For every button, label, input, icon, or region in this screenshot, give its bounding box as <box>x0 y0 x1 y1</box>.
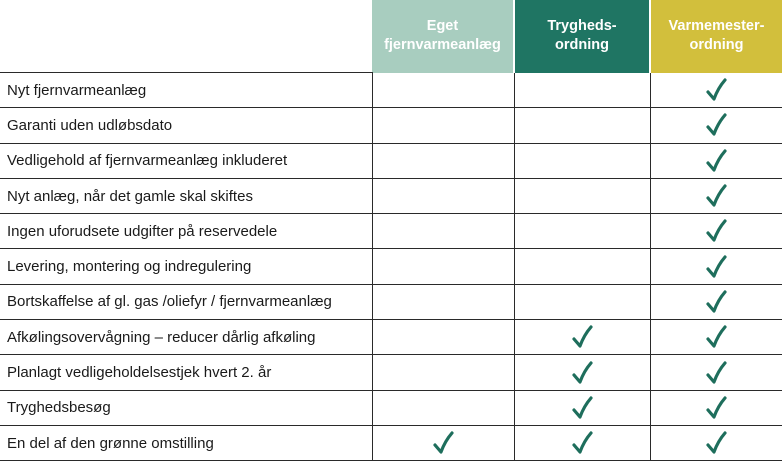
cell-tryg <box>514 214 650 249</box>
cell-eget <box>372 249 514 284</box>
cell-varme <box>650 355 782 390</box>
checkmark-icon <box>705 325 727 349</box>
cell-tryg <box>514 320 650 355</box>
cell-eget <box>372 108 514 143</box>
table-row <box>0 178 782 213</box>
cell-varme <box>650 284 782 319</box>
cell-tryg <box>514 108 650 143</box>
cell-eget <box>372 425 514 460</box>
feature-label: Planlagt vedligeholdelsestjek hvert 2. år <box>0 355 372 390</box>
checkmark-icon <box>705 184 727 208</box>
checkmark-icon <box>705 361 727 385</box>
cell-varme <box>650 178 782 213</box>
checkmark-icon <box>571 431 593 455</box>
header-tryg-line-1: Trygheds- <box>547 18 617 35</box>
cell-tryg <box>514 249 650 284</box>
feature-label: Afkølingsovervågning – reducer dårlig afkøling <box>0 320 372 355</box>
cell-eget <box>372 390 514 425</box>
cell-tryg <box>514 425 650 460</box>
cell-varme <box>650 320 782 355</box>
checkmark-icon <box>432 431 454 455</box>
cell-tryg <box>514 355 650 390</box>
cell-tryg <box>514 284 650 319</box>
header-varmemesterordning <box>650 0 782 73</box>
checkmark-icon <box>571 325 593 349</box>
feature-label: En del af den grønne omstilling <box>0 425 372 460</box>
feature-label: Ingen uforudsete udgifter på reservedele <box>0 214 372 249</box>
checkmark-icon <box>705 113 727 137</box>
feature-label: Tryghedsbesøg <box>0 390 372 425</box>
cell-eget <box>372 284 514 319</box>
cell-eget <box>372 320 514 355</box>
feature-label: Nyt anlæg, når det gamle skal skiftes <box>0 178 372 213</box>
header-blank-cell <box>0 0 372 73</box>
cell-varme <box>650 143 782 178</box>
table-row <box>0 73 782 108</box>
cell-tryg <box>514 390 650 425</box>
checkmark-icon <box>705 149 727 173</box>
cell-eget <box>372 214 514 249</box>
checkmark-icon <box>571 396 593 420</box>
header-varme-line-1: Varmemester- <box>668 18 765 35</box>
checkmark-icon <box>705 78 727 102</box>
checkmark-icon <box>705 431 727 455</box>
feature-label: Levering, montering og indregulering <box>0 249 372 284</box>
cell-eget <box>372 73 514 108</box>
feature-label: Vedligehold af fjernvarmeanlæg inkluderet <box>0 143 372 178</box>
cell-varme <box>650 73 782 108</box>
cell-eget <box>372 355 514 390</box>
cell-tryg <box>514 178 650 213</box>
cell-varme <box>650 390 782 425</box>
table-row <box>0 214 782 249</box>
cell-varme <box>650 108 782 143</box>
header-tryghedsordning <box>514 0 650 73</box>
cell-eget <box>372 143 514 178</box>
feature-label: Bortskaffelse af gl. gas /oliefyr / fjernvarmeanlæg <box>0 284 372 319</box>
checkmark-icon <box>571 361 593 385</box>
table-row <box>0 320 782 355</box>
checkmark-icon <box>705 219 727 243</box>
header-eget-line-1: Eget <box>426 18 459 35</box>
header-row <box>0 0 782 73</box>
cell-tryg <box>514 73 650 108</box>
checkmark-icon <box>705 255 727 279</box>
table-row <box>0 425 782 460</box>
table-row <box>0 108 782 143</box>
header-eget-fjernvarmeanlaeg <box>372 0 514 73</box>
cell-varme <box>650 214 782 249</box>
feature-label: Garanti uden udløbsdato <box>0 108 372 143</box>
feature-label: Nyt fjernvarmeanlæg <box>0 73 372 108</box>
checkmark-icon <box>705 290 727 314</box>
cell-varme <box>650 249 782 284</box>
checkmark-icon <box>705 396 727 420</box>
table-row <box>0 284 782 319</box>
header-eget-line-2: fjernvarmeanlæg <box>384 37 501 54</box>
table-row <box>0 390 782 425</box>
table-row <box>0 355 782 390</box>
cell-eget <box>372 178 514 213</box>
table-row <box>0 249 782 284</box>
cell-varme <box>650 425 782 460</box>
header-varme-line-2: ordning <box>689 37 744 54</box>
cell-tryg <box>514 143 650 178</box>
table-row <box>0 143 782 178</box>
header-tryg-line-2: ordning <box>555 37 609 54</box>
